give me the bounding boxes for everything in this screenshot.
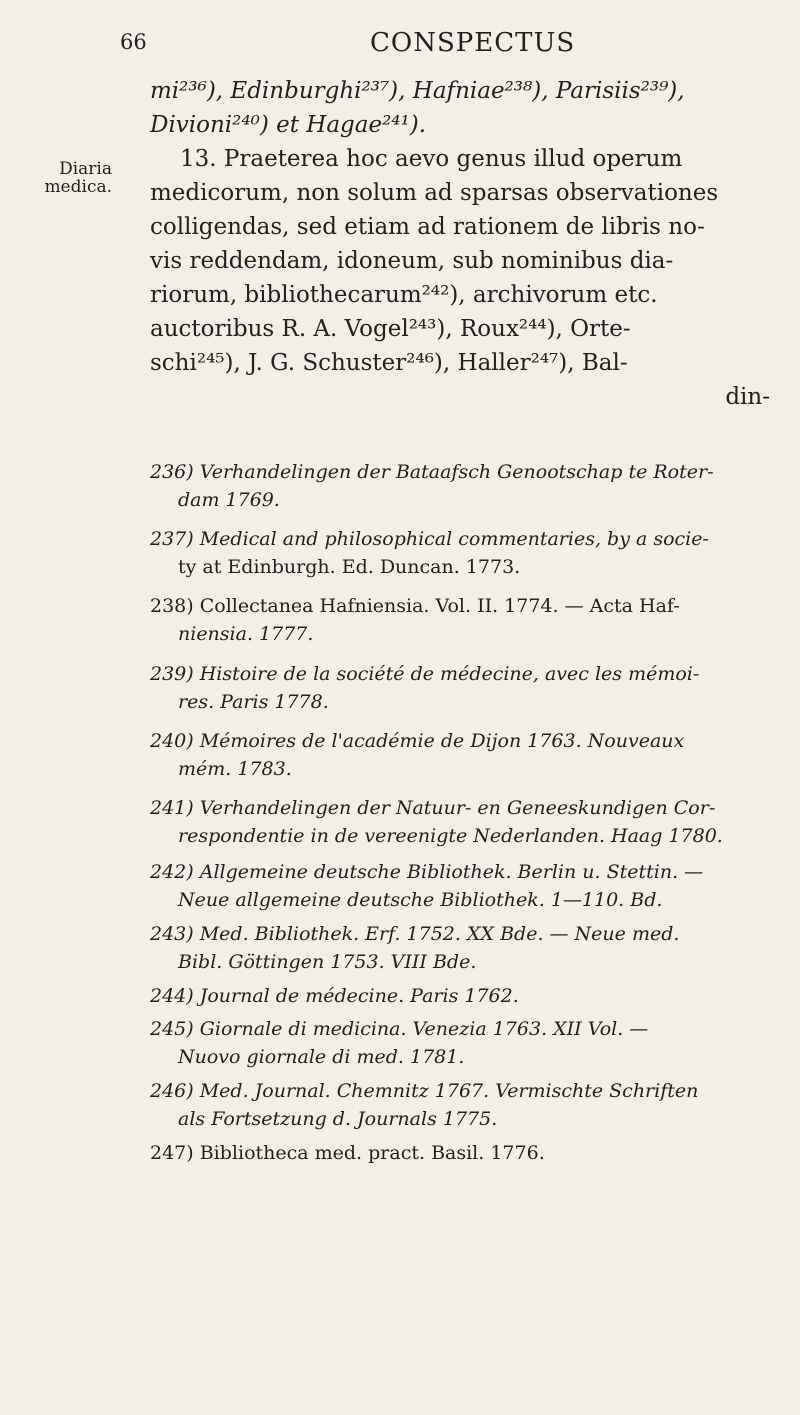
- page-number: 66: [120, 30, 147, 54]
- footnote-246: 246) Med. Journal. Chemnitz 1767. Vermischte Schriften als Fortsetzung d. Journals 1775.: [150, 1080, 699, 1130]
- body-line: colligendas, sed etiam ad rationem de libris no-: [150, 214, 705, 240]
- body-line: riorum, bibliothecarum²⁴²), archivorum etc.: [150, 282, 658, 308]
- footnote-245: 245) Giornale di medicina. Venezia 1763. XII Vol. — Nuovo giornale di med. 1781.: [150, 1018, 649, 1068]
- footnote-243: 243) Med. Bibliothek. Erf. 1752. XX Bde. — Neue med. Bibl. Göttingen 1753. VIII Bde.: [150, 923, 680, 973]
- footnote-240: 240) Mémoires de l'académie de Dijon 1763. Nouveaux mém. 1783.: [150, 730, 685, 780]
- body-line: schi²⁴⁵), J. G. Schuster²⁴⁶), Haller²⁴⁷), Bal-: [150, 350, 628, 376]
- footnote-244: 244) Journal de médecine. Paris 1762.: [150, 985, 519, 1007]
- footnote-241: 241) Verhandelingen der Natuur- en Geneeskundigen Cor- respondentie in de vereenigte Nederlanden. Haag 1780.: [150, 797, 723, 847]
- body-line: Divioni²⁴⁰) et Hagae²⁴¹).: [150, 112, 427, 138]
- footnote-247: 247) Bibliotheca med. pract. Basil. 1776.: [150, 1142, 545, 1164]
- footnote-239: 239) Histoire de la société de médecine, avec les mémoi- res. Paris 1778.: [150, 663, 700, 713]
- footnote-242: 242) Allgemeine deutsche Bibliothek. Berlin u. Stettin. — Neue allgemeine deutsche Bibliothek. 1—110. Bd.: [150, 861, 704, 911]
- main-paragraph: [150, 74, 770, 414]
- footnote-236: 236) Verhandelingen der Bataafsch Genootschap te Roter- dam 1769.: [150, 461, 714, 511]
- body-line: medicorum, non solum ad sparsas observationes: [150, 180, 719, 206]
- margin-note: Diaria medica.: [44, 159, 112, 197]
- footnote-237: 237) Medical and philosophical commentaries, by a socie- ty at Edinburgh. Ed. Duncan. 1773.: [150, 528, 709, 578]
- catchword: din-: [725, 384, 770, 410]
- running-head: CONSPECTUS: [370, 28, 576, 58]
- footnote-238: 238) Collectanea Hafniensia. Vol. II. 1774. — Acta Haf- niensia. 1777.: [150, 595, 680, 645]
- body-line: mi²³⁶), Edinburghi²³⁷), Hafniae²³⁸), Parisiis²³⁹),: [150, 78, 685, 104]
- body-line: 13. Praeterea hoc aevo genus illud operum: [180, 146, 683, 172]
- body-line: vis reddendam, idoneum, sub nominibus dia-: [150, 248, 674, 274]
- body-line: auctoribus R. A. Vogel²⁴³), Roux²⁴⁴), Orte-: [150, 316, 631, 342]
